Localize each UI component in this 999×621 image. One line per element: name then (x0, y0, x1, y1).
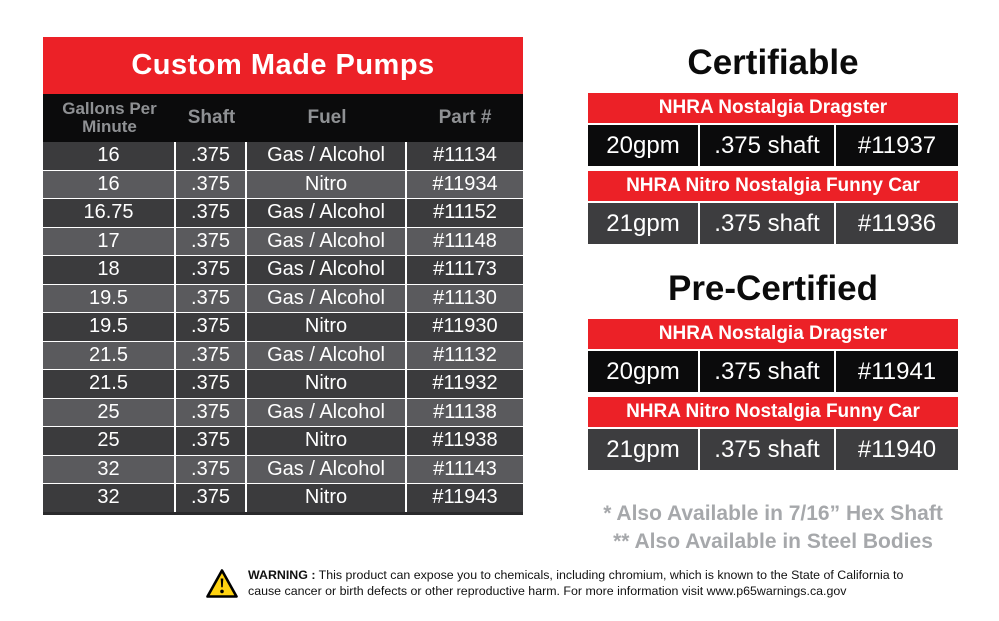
spec-cell: #11936 (836, 203, 958, 244)
column-header-row (43, 94, 523, 142)
spec-row (588, 351, 958, 392)
spec-cell: .375 shaft (700, 351, 834, 392)
spec-cell: 20gpm (588, 125, 698, 166)
table-cell: 21.5 (43, 342, 174, 370)
table-cell: Nitro (247, 313, 405, 341)
certification-column (588, 40, 958, 556)
table-cell: Nitro (247, 484, 405, 512)
table-cell: Nitro (247, 427, 405, 455)
spec-cell: .375 shaft (700, 429, 834, 470)
table-cell: #11938 (407, 427, 523, 455)
column-header: Fuel (307, 107, 347, 128)
table-cell: #11932 (407, 370, 523, 398)
table-cell: .375 (176, 313, 245, 341)
table-cell: Gas / Alcohol (247, 285, 405, 313)
table-cell: .375 (176, 399, 245, 427)
table-cell: Gas / Alcohol (247, 256, 405, 284)
spec-block-label: NHRA Nitro Nostalgia Funny Car (588, 397, 958, 427)
certifiable-heading: Certifiable (687, 43, 859, 82)
footnote-line: ** Also Available in Steel Bodies (613, 530, 933, 553)
table-cell: Gas / Alcohol (247, 399, 405, 427)
table-cell: 17 (43, 228, 174, 256)
spec-cell: #11941 (836, 351, 958, 392)
certifiable-blocks (588, 93, 958, 244)
column-header: Gallons Per Minute (62, 98, 157, 136)
table-cell: Nitro (247, 171, 405, 199)
table-cell: 19.5 (43, 313, 174, 341)
spec-block (588, 93, 958, 166)
table-cell: #11173 (407, 256, 523, 284)
table-cell: Gas / Alcohol (247, 199, 405, 227)
table-cell: Gas / Alcohol (247, 228, 405, 256)
warning-text (248, 567, 903, 599)
table-cell: Nitro (247, 370, 405, 398)
table-cell: Gas / Alcohol (247, 142, 405, 170)
spec-block (588, 319, 958, 392)
table-cell: 25 (43, 427, 174, 455)
warning-label: WARNING : (248, 568, 316, 582)
spec-cell: #11937 (836, 125, 958, 166)
custom-pumps-table (43, 37, 523, 515)
footnote-line: * Also Available in 7/16” Hex Shaft (603, 502, 943, 525)
warning-line-2: cause cancer or birth defects or other reproductive harm. For more information visit www.p65warnings.ca.gov (248, 584, 847, 599)
table-cell: #11148 (407, 228, 523, 256)
table-cell: #11930 (407, 313, 523, 341)
spec-cell: 21gpm (588, 429, 698, 470)
table-cell: #11943 (407, 484, 523, 512)
table-cell: #11138 (407, 399, 523, 427)
column-header: Shaft (187, 107, 236, 128)
spec-cell: 20gpm (588, 351, 698, 392)
table-cell: #11134 (407, 142, 523, 170)
table-cell: .375 (176, 427, 245, 455)
table-cell: 16.75 (43, 199, 174, 227)
footnotes (588, 500, 958, 556)
table-cell: #11934 (407, 171, 523, 199)
spec-block (588, 397, 958, 470)
spec-block-label: NHRA Nostalgia Dragster (588, 93, 958, 123)
table-cell: .375 (176, 342, 245, 370)
warning-line-1: WARNING : This product can expose you to chemicals, including chromium, which is known to the State of California to (248, 568, 904, 582)
table-cell: 32 (43, 456, 174, 484)
pre-certified-heading: Pre-Certified (667, 269, 879, 308)
spec-cell: .375 shaft (700, 203, 834, 244)
spec-row (588, 429, 958, 470)
pump-table-rows (43, 142, 523, 515)
table-cell: Gas / Alcohol (247, 456, 405, 484)
table-cell: .375 (176, 199, 245, 227)
table-cell: 32 (43, 484, 174, 512)
warning-strip (205, 567, 903, 599)
table-cell: 16 (43, 142, 174, 170)
table-cell: 21.5 (43, 370, 174, 398)
table-cell: 16 (43, 171, 174, 199)
spec-row (588, 203, 958, 244)
table-cell: .375 (176, 256, 245, 284)
warning-triangle-icon (205, 568, 239, 599)
table-cell: 18 (43, 256, 174, 284)
spec-block (588, 171, 958, 244)
table-cell: .375 (176, 142, 245, 170)
table-cell: .375 (176, 285, 245, 313)
table-cell: Gas / Alcohol (247, 342, 405, 370)
column-header: Part # (438, 107, 492, 128)
table-cell: .375 (176, 456, 245, 484)
table-title: Custom Made Pumps (43, 37, 523, 94)
table-cell: #11152 (407, 199, 523, 227)
spec-cell: 21gpm (588, 203, 698, 244)
table-cell: #11130 (407, 285, 523, 313)
table-cell: #11143 (407, 456, 523, 484)
spec-cell: .375 shaft (700, 125, 834, 166)
pre-certified-blocks (588, 319, 958, 470)
table-cell: .375 (176, 171, 245, 199)
spec-block-label: NHRA Nitro Nostalgia Funny Car (588, 171, 958, 201)
spec-cell: #11940 (836, 429, 958, 470)
table-cell: .375 (176, 484, 245, 512)
table-cell: 19.5 (43, 285, 174, 313)
table-cell: .375 (176, 370, 245, 398)
spec-block-label: NHRA Nostalgia Dragster (588, 319, 958, 349)
table-cell: #11132 (407, 342, 523, 370)
table-cell: .375 (176, 228, 245, 256)
table-cell: 25 (43, 399, 174, 427)
spec-row (588, 125, 958, 166)
